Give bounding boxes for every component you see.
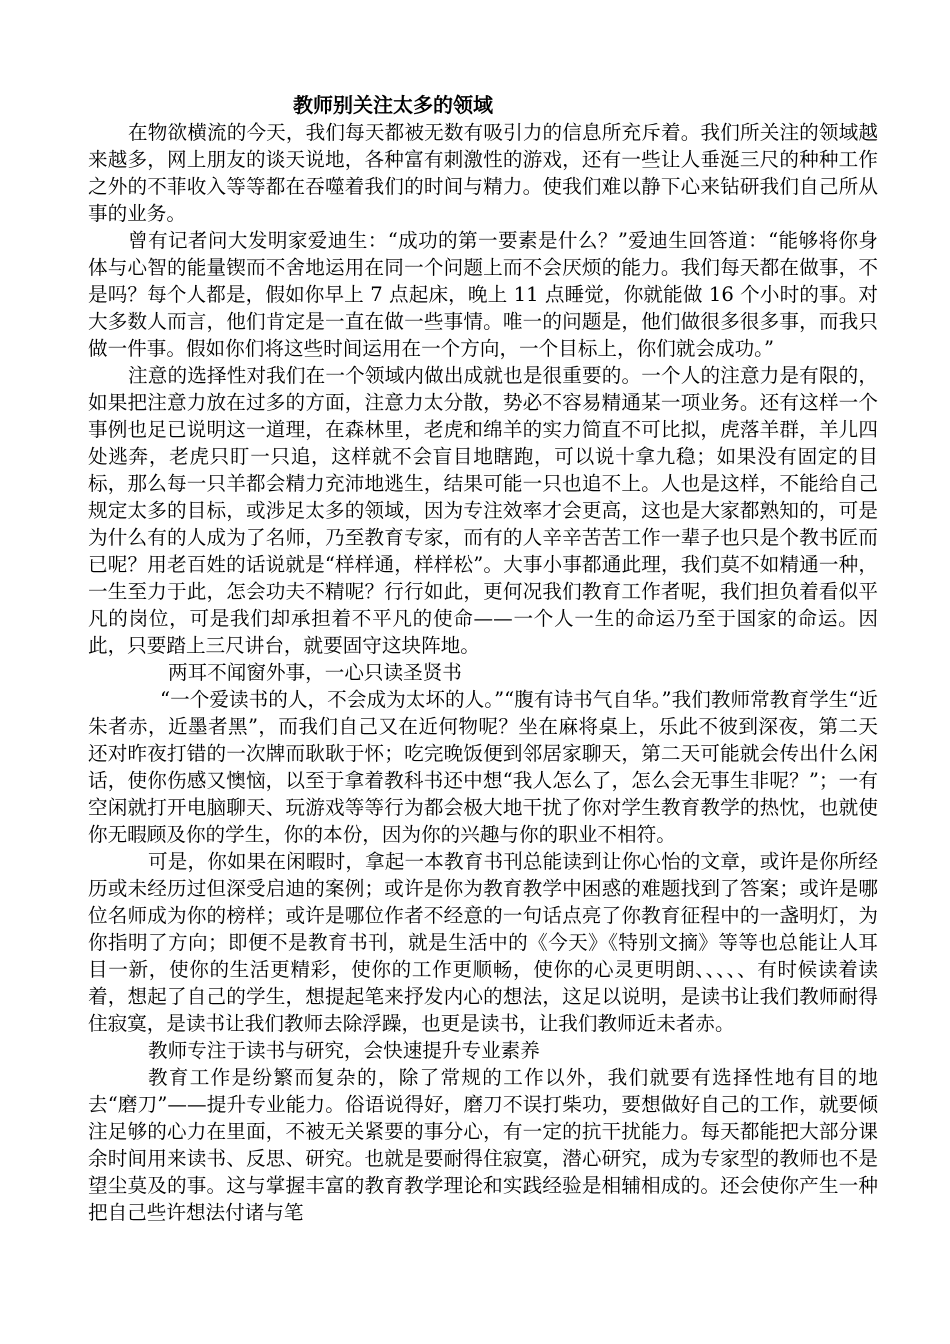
document-page xyxy=(88,92,878,1226)
document-title: 教师别关注太多的领域 xyxy=(293,93,493,117)
subheading-research: 教师专注于读书与研究，会快速提升专业素养 xyxy=(148,1039,540,1062)
subheading-reading: 两耳不闻窗外事，一心只读圣贤书 xyxy=(168,661,462,684)
paragraph-reading-quote: “一个爱读书的人，不会成为太坏的人。”“腹有诗书气自华。”我们教师常教育学生“近朱者赤，近墨者黑”，而我们自己又在近何物呢？坐在麻将桌上，乐此不彼到深夜，第二天还对昨夜打错的一次牌而耿耿于怀；吃完晚饭便到邻居家聊天，第二天可能就会传出什么闲话，使你伤感又懊恼，以至于拿着教科书还中想“我人怎么了，怎么会无事生非呢？”；一有空闲就打开电脑聊天、玩游戏等等行为都会极大地干扰了你对学生教育教学的热忱，也就使你无暇顾及你的学生，你的本份，因为你的兴趣与你的职业不相符。 xyxy=(88,688,878,846)
paragraph-attention: 注意的选择性对我们在一个领域内做出成就也是很重要的。一个人的注意力是有限的，如果把注意力放在过多的方面，注意力太分散，势必不容易精通某一项业务。还有这样一个事例也足已说明这一道理，在森林里，老虎和绵羊的实力简直不可比拟，虎落羊群，羊儿四处逃奔，老虎只盯一只追，这样就不会盲目地瞎跑，可以说十拿九稳；如果没有固定的目标，那么每一只羊都会精力充沛地逃生，结果可能一只也追不上。人也是这样，不能给自己规定太多的目标，或涉足太多的领域，因为专注效率才会更高，这也是大家都熟知的，可是为什么有的人成为了名师，乃至教育专家，而有的人辛辛苦苦工作一辈子也只是个教书匠而已呢？用老百姓的话说就是“样样通，样样松”。大事小事都通此理，我们莫不如精通一种，一生至力于此，怎会功夫不精呢？行行如此，更何况我们教育工作者呢，我们担负着看似平凡的岗位，可是我们却承担着不平凡的使命——一个人一生的命运乃至于国家的命运。因此，只要踏上三尺讲台，就要固守这块阵地。 xyxy=(88,364,878,657)
paragraph-reading-benefit: 可是，你如果在闲暇时，拿起一本教育书刊总能读到让你心怡的文章，或许是你所经历或未经历过但深受启迪的案例；或许是你为教育教学中困惑的难题找到了答案；或许是哪位名师成为你的榜样；或许是哪位作者不经意的一句话点亮了你教育征程中的一盏明灯，为你指明了方向；即便不是教育书刊，就是生活中的《今天》《特别文摘》等等也总能让人耳目一新，使你的生活更精彩，使你的工作更顺畅，使你的心灵更明朗、、、、、有时候读着读着，想起了自己的学生，想提起笔来抒发内心的想法，这足以说明，是读书让我们教师耐得住寂寞，是读书让我们教师去除浮躁，也更是读书，让我们教师近未者赤。 xyxy=(88,850,878,1035)
paragraph-edison: 曾有记者问大发明家爱迪生：“成功的第一要素是什么？”爱迪生回答道：“能够将你身体与心智的能量锲而不舍地运用在同一个问题上而不会厌烦的能力。我们每天都在做事，不是吗？每个人都是，假如你早上 7 点起床，晚上 11 点睡觉，你就能做 16 个小时的事。对大多数人而言，他们肯定是一直在做一些事情。唯一的问题是，他们做很多很多事，而我只做一件事。假如你们将这些时间运用在一个方向，一个目标上，你们就会成功。” xyxy=(88,229,878,360)
paragraph-research: 教育工作是纷繁而复杂的，除了常规的工作以外，我们就要有选择性地有目的地去“磨刀”——提升专业能力。俗语说得好，磨刀不误打柴功，要想做好自己的工作，就要倾注足够的心力在里面，不被无关紧要的事分心，有一定的抗干扰能力。每天都能把大部分课余时间用来读书、反思、研究。也就是要耐得住寂寞，潜心研究，成为专家型的教师也不是望尘莫及的事。这与掌握丰富的教育教学理论和实践经验是相辅相成的。还会使你产生一种把自己些许想法付诸与笔 xyxy=(88,1066,878,1224)
paragraph-intro: 在物欲横流的今天，我们每天都被无数有吸引力的信息所充斥着。我们所关注的领域越来越多，网上朋友的谈天说地，各种富有刺激性的游戏，还有一些让人垂涎三尺的种种工作之外的不菲收入等等都在吞噬着我们的时间与精力。使我们难以静下心来钻研我们自己所从事的业务。 xyxy=(88,121,878,225)
